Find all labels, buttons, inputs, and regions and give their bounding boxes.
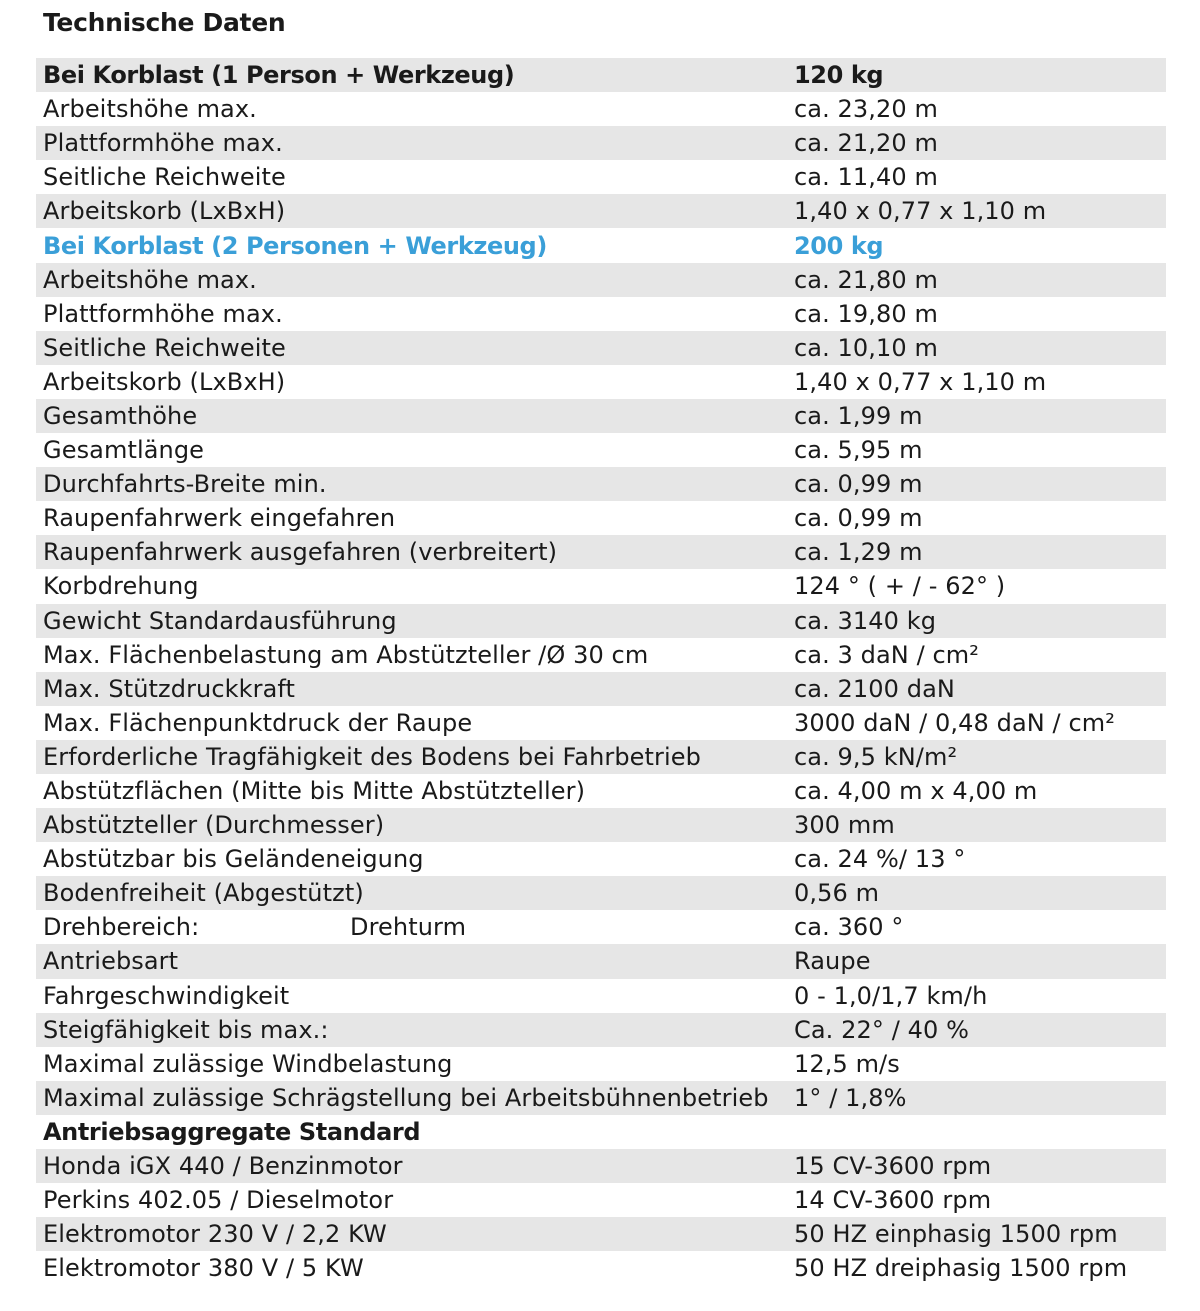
- row-value: ca. 21,80 m: [794, 265, 938, 294]
- row-sublabel: Drehturm: [350, 913, 467, 942]
- row-value: ca. 21,20 m: [794, 129, 938, 158]
- row-value: 300 mm: [794, 811, 895, 840]
- row-value: 200 kg: [794, 231, 884, 260]
- row-value: Ca. 22° / 40 %: [794, 1015, 969, 1044]
- table-row: [36, 1183, 1166, 1217]
- row-label: [36, 607, 787, 635]
- row-value: 15 CV-3600 rpm: [794, 1152, 992, 1181]
- row-label-text: Gewicht Standardausführung: [43, 606, 397, 635]
- row-value: 0,56 m: [794, 879, 880, 908]
- row-label: [36, 1220, 787, 1248]
- row-label-text: Arbeitshöhe max.: [43, 265, 257, 294]
- table-row: [36, 1251, 1166, 1285]
- row-label: [36, 163, 787, 191]
- row-value: ca. 10,10 m: [794, 333, 938, 362]
- row-label: [36, 197, 787, 225]
- row-label: [36, 709, 787, 737]
- row-label: [36, 845, 787, 873]
- row-label: [36, 743, 787, 771]
- row-label-text: Arbeitskorb (LxBxH): [43, 367, 286, 396]
- row-label-text: Arbeitshöhe max.: [43, 95, 257, 124]
- row-label: [36, 879, 787, 907]
- row-label-text: Abstützbar bis Geländeneigung: [43, 845, 424, 874]
- table-row: [36, 58, 1166, 92]
- table-row: [36, 365, 1166, 399]
- row-label: [36, 1084, 787, 1112]
- row-label: [36, 1118, 787, 1146]
- row-label-text: Honda iGX 440 / Benzinmotor: [43, 1152, 403, 1181]
- row-label: [36, 538, 787, 566]
- row-value: ca. 2100 daN: [794, 674, 955, 703]
- row-label-text: Antriebsart: [43, 947, 179, 976]
- table-row: [36, 1217, 1166, 1251]
- row-value: 120 kg: [794, 61, 884, 90]
- row-label: [36, 334, 787, 362]
- row-value: ca. 11,40 m: [794, 163, 938, 192]
- row-label-text: Maximal zulässige Windbelastung: [43, 1049, 453, 1078]
- row-label-text: Elektromotor 230 V / 2,2 KW: [43, 1220, 387, 1249]
- row-label: [36, 470, 787, 498]
- table-row: [36, 808, 1166, 842]
- row-label: [36, 777, 787, 805]
- row-value: ca. 1,29 m: [794, 538, 923, 567]
- row-label: [36, 61, 787, 89]
- row-label: [36, 675, 787, 703]
- row-value: ca. 19,80 m: [794, 299, 938, 328]
- row-label-text: Max. Flächenpunktdruck der Raupe: [43, 708, 473, 737]
- row-label-text: Antriebsaggregate Standard: [43, 1117, 421, 1146]
- row-value: 1,40 x 0,77 x 1,10 m: [794, 367, 1047, 396]
- page-title: Technische Daten: [43, 8, 286, 37]
- row-label-text: Bei Korblast (1 Person + Werkzeug): [43, 61, 515, 90]
- table-row: [36, 126, 1166, 160]
- row-value: 0 - 1,0/1,7 km/h: [794, 981, 988, 1010]
- row-label-text: Bodenfreiheit (Abgestützt): [43, 879, 364, 908]
- row-value: ca. 5,95 m: [794, 436, 923, 465]
- row-label-text: Erforderliche Tragfähigkeit des Bodens bei Fahrbetrieb: [43, 742, 701, 771]
- row-label: [36, 232, 787, 260]
- row-label: [36, 266, 787, 294]
- row-label-text: Raupenfahrwerk eingefahren: [43, 504, 396, 533]
- table-row: [36, 740, 1166, 774]
- row-value: 14 CV-3600 rpm: [794, 1186, 992, 1215]
- table-row: [36, 433, 1166, 467]
- row-label: [36, 982, 787, 1010]
- row-label: [36, 402, 787, 430]
- table-row: [36, 774, 1166, 808]
- row-label-text: Maximal zulässige Schrägstellung bei Arbeitsbühnenbetrieb: [43, 1083, 769, 1112]
- row-value: 1,40 x 0,77 x 1,10 m: [794, 197, 1047, 226]
- row-value: ca. 23,20 m: [794, 95, 938, 124]
- table-row: [36, 228, 1166, 262]
- row-value: ca. 24 %/ 13 °: [794, 845, 966, 874]
- row-label-text: Seitliche Reichweite: [43, 163, 286, 192]
- table-row: [36, 160, 1166, 194]
- table-row: [36, 910, 1166, 944]
- row-label: [36, 1152, 787, 1180]
- table-row: [36, 1149, 1166, 1183]
- row-label-text: Bei Korblast (2 Personen + Werkzeug): [43, 231, 547, 260]
- row-value: 3000 daN / 0,48 daN / cm²: [794, 708, 1115, 737]
- table-row: [36, 569, 1166, 603]
- row-label-text: Drehbereich:: [43, 913, 200, 942]
- row-label-text: Fahrgeschwindigkeit: [43, 981, 290, 1010]
- row-label-text: Seitliche Reichweite: [43, 333, 286, 362]
- row-label-text: Abstützteller (Durchmesser): [43, 811, 385, 840]
- row-value: Raupe: [794, 947, 871, 976]
- row-value: ca. 3140 kg: [794, 606, 937, 635]
- row-value: ca. 9,5 kN/m²: [794, 742, 958, 771]
- row-label-text: Gesamtlänge: [43, 436, 205, 465]
- table-row: [36, 467, 1166, 501]
- row-label-text: Durchfahrts-Breite min.: [43, 470, 327, 499]
- row-label-text: Plattformhöhe max.: [43, 299, 283, 328]
- row-label-text: Abstützflächen (Mitte bis Mitte Abstützteller): [43, 777, 586, 806]
- row-label-text: Steigfähigkeit bis max.:: [43, 1015, 329, 1044]
- row-label-text: Arbeitskorb (LxBxH): [43, 197, 286, 226]
- table-row: [36, 535, 1166, 569]
- row-value: ca. 0,99 m: [794, 504, 923, 533]
- row-label: [36, 947, 787, 975]
- row-value: ca. 3 daN / cm²: [794, 640, 979, 669]
- row-label: [36, 436, 787, 464]
- table-row: [36, 604, 1166, 638]
- table-row: [36, 399, 1166, 433]
- row-label: [36, 811, 787, 839]
- row-value: ca. 360 °: [794, 913, 904, 942]
- row-label-text: Perkins 402.05 / Dieselmotor: [43, 1186, 394, 1215]
- table-row: [36, 842, 1166, 876]
- row-value: 1° / 1,8%: [794, 1083, 907, 1112]
- row-value: ca. 4,00 m x 4,00 m: [794, 777, 1038, 806]
- spec-sheet: [36, 0, 1166, 1283]
- row-label: [36, 1016, 787, 1044]
- row-label: [36, 1254, 787, 1282]
- table-row: [36, 92, 1166, 126]
- row-label: [36, 368, 787, 396]
- table-row: [36, 638, 1166, 672]
- table-row: [36, 194, 1166, 228]
- row-label: [36, 129, 787, 157]
- row-label-text: Plattformhöhe max.: [43, 129, 283, 158]
- row-label-text: Korbdrehung: [43, 572, 199, 601]
- spec-table: [36, 58, 1166, 1285]
- row-label: [36, 300, 787, 328]
- row-label-text: Max. Flächenbelastung am Abstützteller /Ø 30 cm: [43, 640, 649, 669]
- row-value: ca. 0,99 m: [794, 470, 923, 499]
- row-label-text: Elektromotor 380 V / 5 KW: [43, 1254, 364, 1283]
- table-row: [36, 979, 1166, 1013]
- table-row: [36, 501, 1166, 535]
- table-row: [36, 672, 1166, 706]
- row-label: [36, 504, 787, 532]
- table-row: [36, 297, 1166, 331]
- row-label: [36, 1186, 787, 1214]
- table-row: [36, 1081, 1166, 1115]
- table-row: [36, 1047, 1166, 1081]
- table-row: [36, 263, 1166, 297]
- row-value: 124 ° ( + / - 62° ): [794, 572, 1006, 601]
- row-value: 50 HZ einphasig 1500 rpm: [794, 1220, 1118, 1249]
- table-row: [36, 944, 1166, 978]
- row-label: [36, 913, 787, 941]
- table-row: [36, 1115, 1166, 1149]
- table-row: [36, 331, 1166, 365]
- row-label: [36, 1050, 787, 1078]
- row-label-text: Max. Stützdruckkraft: [43, 674, 296, 703]
- row-label: [36, 95, 787, 123]
- row-label: [36, 572, 787, 600]
- table-row: [36, 1013, 1166, 1047]
- table-row: [36, 876, 1166, 910]
- table-row: [36, 706, 1166, 740]
- row-value: 12,5 m/s: [794, 1049, 900, 1078]
- row-label-text: Gesamthöhe: [43, 401, 198, 430]
- row-value: 50 HZ dreiphasig 1500 rpm: [794, 1254, 1128, 1283]
- row-label: [36, 641, 787, 669]
- row-value: ca. 1,99 m: [794, 401, 923, 430]
- row-label-text: Raupenfahrwerk ausgefahren (verbreitert): [43, 538, 558, 567]
